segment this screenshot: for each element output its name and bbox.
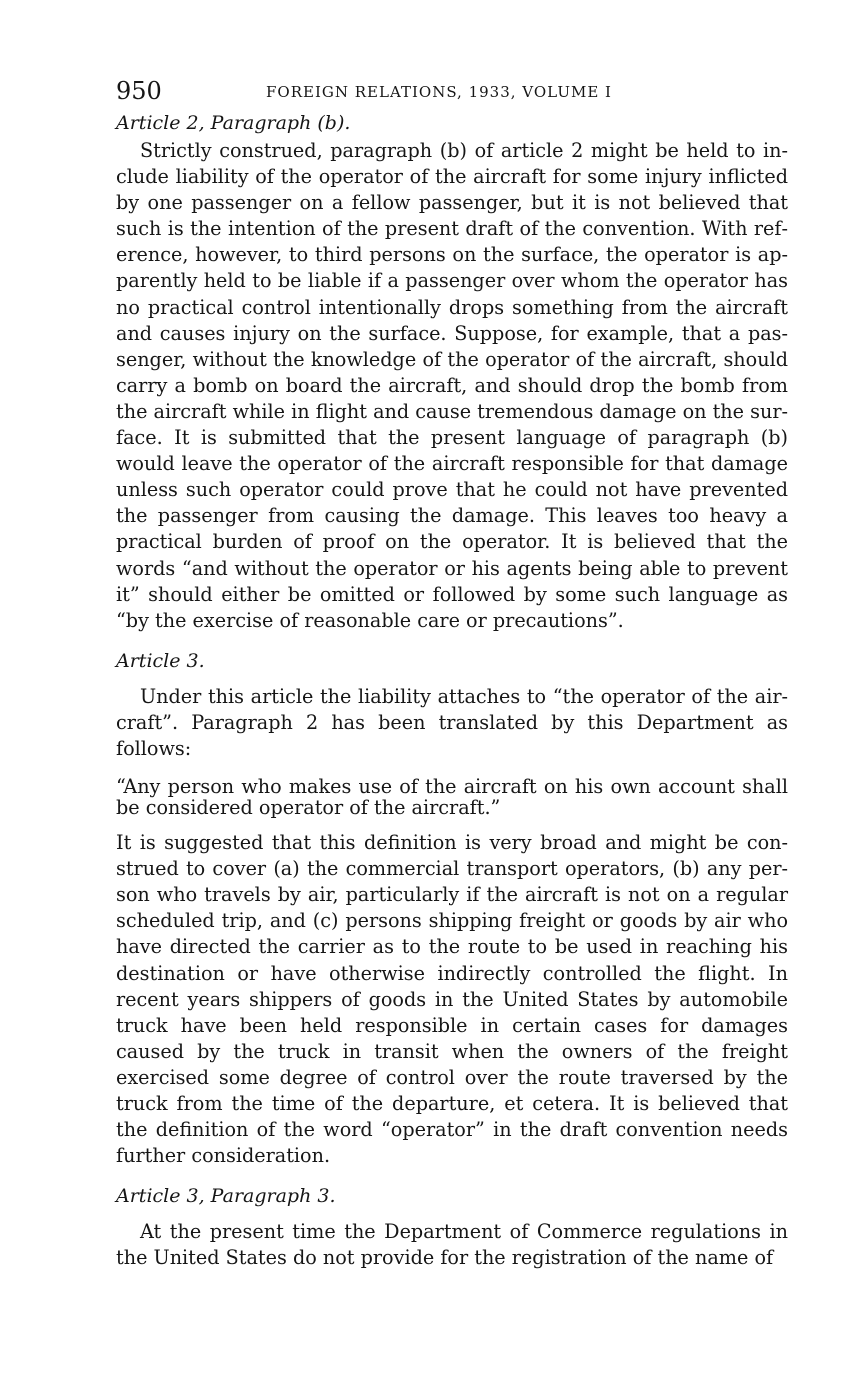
document-page <box>116 76 788 1271</box>
section-heading-article-3-paragraph-3: Article 3, Paragraph 3. <box>116 1185 336 1208</box>
body-paragraph: Under this article the liability attaches to “the operator of the aircraft”. Paragraph 2 has been translated by this Department as follows: <box>116 684 788 760</box>
page-number: 950 <box>116 77 162 105</box>
block-quote: “Any person who makes use of the aircraft on his own account shall be considered operator of the aircraft.” <box>116 775 788 820</box>
running-head: FOREIGN RELATIONS, 1933, VOLUME I <box>266 83 612 101</box>
section-heading-article-2-paragraph-b: Article 2, Paragraph (b). <box>116 112 351 134</box>
body-paragraph: It is suggested that this definition is very broad and might be construed to cover (a) the commercial transport operators, (b) any person who travels by air, particularly if the aircraft is not on a regular scheduled trip, and (c) persons shipping freight or goods by air who have directed the carrier as to the route to be used in reaching his destination or have otherwise indirectly controlled the flight. In recent years shippers of goods in the United States by automobile truck have been held responsible in certain cases for damages caused by the truck in transit when the owners of the freight exercised some degree of control over the route traversed by the truck from the time of the departure, et cetera. It is believed that the definition of the word “operator” in the draft convention needs further consideration. <box>116 831 788 1168</box>
body-paragraph: Strictly construed, paragraph (b) of article 2 might be held to include liability of the operator of the aircraft for some injury inflicted by one passenger on a fellow passenger, but it is not believed that such is the intention of the present draft of the convention. With reference, however, to third persons on the surface, the operator is apparently held to be liable if a passenger over whom the operator has no practical control intentionally drops something from the aircraft and causes injury on the surface. Suppose, for example, that a passenger, without the knowledge of the operator of the aircraft, should carry a bomb on board the aircraft, and should drop the bomb from the aircraft while in flight and cause tremendous damage on the surface. It is submitted that the present language of paragraph (b) would leave the operator of the aircraft responsible for that damage unless such operator could prove that he could not have prevented the passenger from causing the damage. This leaves too heavy a practical burden of proof on the operator. It is believed that the words “and without the operator or his agents being able to prevent it” should either be omitted or followed by some such language as “by the exercise of reasonable care or precautions”. <box>116 139 788 632</box>
page-header <box>116 76 788 110</box>
section-heading-article-3: Article 3. <box>116 649 205 672</box>
body-paragraph: At the present time the Department of Commerce regulations in the United States do not provide for the registration of the name of <box>116 1220 788 1270</box>
